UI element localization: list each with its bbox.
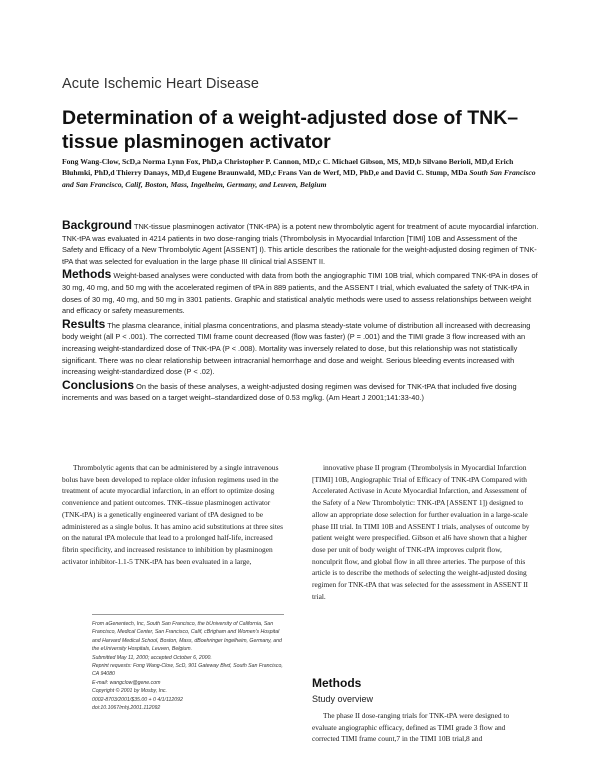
author-affiliations: South San Francisco and San Francisco, Calif, Boston, Mass, Ingelheim, Germany, and Leuven, Belgium [62, 168, 536, 189]
footnote-issn: 0002-8703/2001/$35.00 + 0 4/1/112092 [92, 696, 183, 703]
abstract-results [62, 316, 540, 378]
abstract-conclusions [62, 377, 540, 404]
abstract-background-text: TNK-tissue plasminogen activator (TNK-tPA) is a potent new thrombolytic agent for treatment of acute myocardial infarction. TNK-tPA was evaluated in 4214 patients in two dose-ranging trials (Thrombolysis in Myocardial Infarction [TIMI] 10B and Assessment of the Safety and Efficacy of a New Thrombolytic Agent [ASSENT] I). This article describes the rationale for the weight-adjusted dosing regimen of TNK-tPA that was selected for evaluation in the large phase III clinical trial ASSENT II. [62, 222, 539, 266]
abstract-methods-text: Weight-based analyses were conducted with data from both the angiographic TIMI 10B trial, which compared TNK-tPA in doses of 30 mg, 40 mg, and 50 mg with the accelerated regimen of tPA in 889 patients, and the ASSENT I trial, which evaluated the safety of TNK-tPA in doses of 30 mg, 40 mg, and 50 mg in 3301 patients. Graphic and statistical analytic methods were used to assess relationships between weight and efficacy or safety measurements. [62, 271, 538, 316]
article-title: Determination of a weight-adjusted dose of TNK–tissue plasminogen activator [62, 107, 519, 153]
abstract-background [62, 220, 540, 267]
author-block [62, 156, 542, 190]
abstract-results-text: The plasma clearance, initial plasma concentrations, and plasma steady-state volume of distribution all increased with decreasing body weight (all P < .001). The corrected TIMI frame count decreased (flow was faster) (P = .001) and the TIMI grade 3 flow increased with an increasing weight-standardized dose of TNK-tPA (P < .008). Mortality was inversely related to dose, but this relationship was not statistically significant. There was no clear relationship between intracranial hemorrhage and dose and weight. Serious bleeding events increased with increasing weight-standardized dose (P < .02). [62, 320, 531, 377]
footnote-reprints: Reprint requests: Fong Wang-Clow, ScD, 901 Gateway Blvd, South San Francisco, CA 94080 [92, 663, 283, 678]
footnote-copyright: Copyright © 2001 by Mosby, Inc. [92, 688, 167, 695]
footnote-doi: doi:10.1067/mhj.2001.112092 [92, 705, 161, 712]
body-column-left [62, 462, 284, 567]
study-overview-heading: Study overview [312, 694, 374, 704]
methods-heading: Methods [312, 676, 362, 690]
abstract-results-heading: Results [62, 316, 106, 331]
abstract-conclusions-text: On the basis of these analyses, a weight-adjusted dosing regimen was devised for TNK-tPA that included five dosing increments and was based on a target weight–standardized dose of 0.53 mg/kg. (Am Heart J 2001;141:33-40.) [62, 381, 517, 403]
section-label: Acute Ischemic Heart Disease [62, 76, 260, 92]
abstract-methods [62, 269, 540, 316]
abstract [62, 220, 540, 406]
body-paragraph: Thrombolytic agents that can be administered by a single intravenous bolus have been developed to replace older infusion regimens used in the treatment of acute myocardial infarction, in an effort to optimize dosing convenience and patient outcomes. TNK–tissue plasminogen activator (TNK-tPA) is a genetically engineered variant of tPA designed to be administered as a single bolus. It has amino acid substitutions at three sites on the natural tPA molecule that lead to a prolonged half-life, increased fibrin specificity, and increased resistance to inhibition by plasminogen activator inhibitor-1.1-5 TNK-tPA has been evaluated in a large, [62, 463, 284, 566]
footnote-affiliations: From aGenentech, Inc, South San Francisco, the bUniversity of California, San Francisco, Medical Center, San Francisco, Calif, cBrigham and Women's Hospital and Harvard Medical School, Boston, Mass, dBoehringer Ingelheim, Germany, and the eUniversity Hospitals, Leuven, Belgium. [92, 621, 282, 653]
abstract-methods-heading: Methods [62, 267, 112, 282]
footnote-submitted: Submitted May 11, 2000; accepted October 6, 2000. [92, 654, 212, 661]
body-paragraph: innovative phase II program (Thrombolysis in Myocardial Infarction [TIMI] 10B, Angiographic Trial of Efficacy of TNK-tPA Compared with Accelerated Activase in Acute Myocardial Infarction, and Assessment of the Safety of a New Thrombolytic: TNK-tPA [ASSENT 1]) designed to allow an appropriate dose selection for further evaluation in a large-scale phase III trial. In TIMI 10B and ASSENT I trials, analyses of outcome by patient weight were prespecified. Gibson et al6 have shown that a higher dose per unit of body weight of TNK-tPA improves culprit flow, nonculprit flow, and global flow in all three arteries. The purpose of this article is to describe the methods of selecting the weight-adjusted dosing regimen for TNK-tPA that was selected for the assessment in ASSENT II trial. [312, 463, 530, 601]
methods-paragraph: The phase II dose-ranging trials for TNK-tPA were designed to evaluate angiographic efficacy, defined as TIMI grade 3 flow and corrected TIMI frame count,7 in the TIMI 10B trial,8 and [312, 711, 510, 744]
abstract-background-heading: Background [62, 218, 133, 232]
body-column-right [312, 462, 534, 602]
abstract-conclusions-heading: Conclusions [62, 377, 135, 392]
footnote-email: E-mail: wangclow@gene.com [92, 679, 161, 686]
footnotes [92, 614, 284, 712]
author-names: Fong Wang-Clow, ScD,a Norma Lynn Fox, PhD,a Christopher P. Cannon, MD,c C. Michael Gibson, MS, MD,b Silvano Berioli, MD,d Erich Bluhmki, PhD,d Thierry Danays, MD,d Eugene Braunwald, MD,c Frans Van de Werf, MD, PhD,e and David C. Stump, MDa [62, 157, 514, 178]
